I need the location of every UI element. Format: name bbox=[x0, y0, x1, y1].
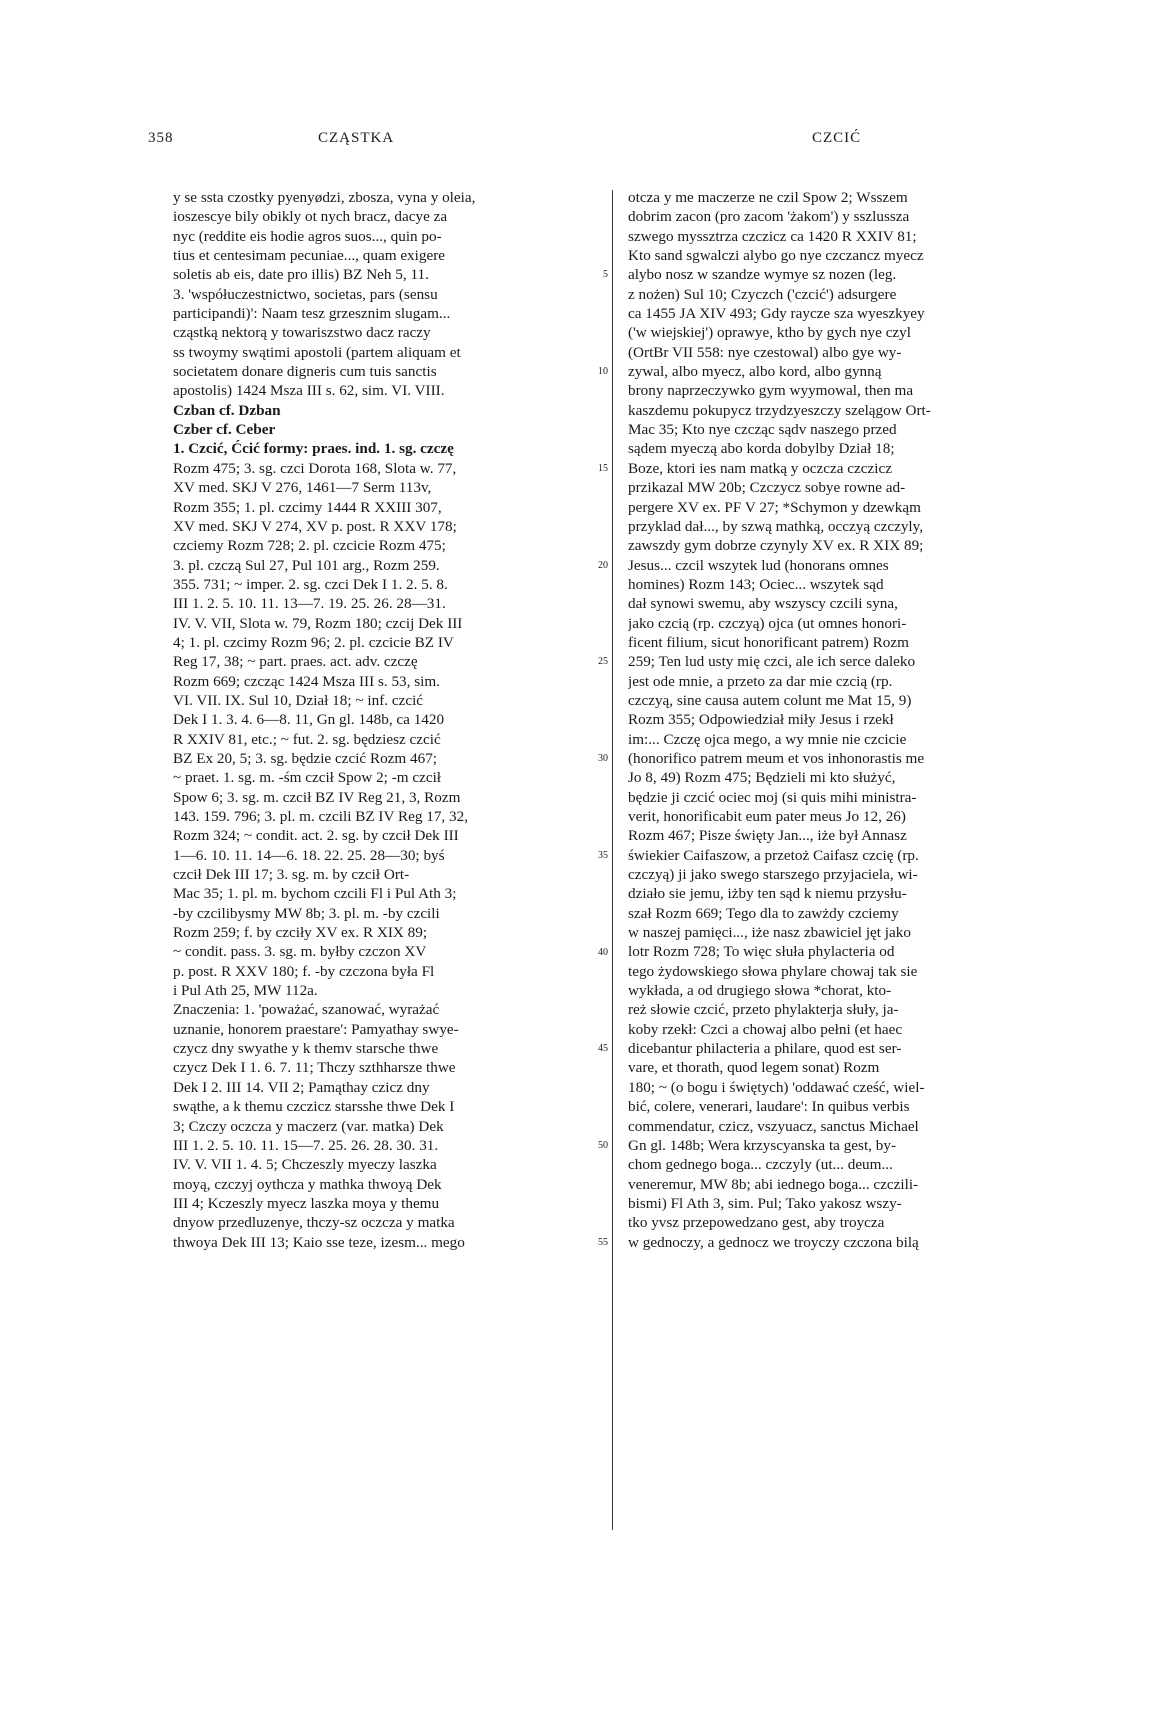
text-line: czczyą) ji jako swego starszego przyjaciela, wi- bbox=[628, 866, 918, 884]
text-line: 1. Czcić, Ćcić formy: praes. ind. 1. sg. czczę bbox=[173, 440, 454, 458]
margin-line-number: 25 bbox=[598, 656, 608, 668]
text-line: otcza y me maczerze ne czil Spow 2; Wsszem bbox=[628, 189, 908, 206]
text-line: Mac 35; 1. pl. m. bychom czcili Fl i Pul Ath 3; bbox=[173, 885, 457, 903]
text-line: R XXIV 81, etc.; ~ fut. 2. sg. będziesz czcić bbox=[173, 730, 441, 748]
text-line: im:... Czczę ojca mego, a wy mnie nie czcicie bbox=[628, 730, 907, 748]
text-line: szał Rozm 669; Tego dla to zawżdy czciemy bbox=[628, 904, 899, 922]
text-line: chom gednego boga... czczyly (ut... deum... bbox=[628, 1156, 893, 1174]
margin-line-number: 10 bbox=[598, 366, 608, 378]
text-line: świekier Caifaszow, a przetoż Caifasz czcię (rp. bbox=[628, 846, 919, 864]
page-number: 358 bbox=[148, 130, 174, 146]
text-line: czczyą, sine causa autem colunt me Mat 15, 9) bbox=[628, 691, 912, 709]
text-line: IV. V. VII 1. 4. 5; Chczeszly myeczy laszka bbox=[173, 1156, 437, 1174]
text-line: działo sie jemu, iżby ten sąd k niemu przysłu- bbox=[628, 885, 907, 903]
margin-line-number: 45 bbox=[598, 1043, 608, 1055]
text-line: alybo nosz w szandze wymye sz nozen (leg. bbox=[628, 266, 897, 284]
margin-line-number: 40 bbox=[598, 946, 608, 958]
text-line: Znaczenia: 1. 'poważać, szanować, wyrażać bbox=[173, 1001, 440, 1019]
text-line: i Pul Ath 25, MW 112a. bbox=[173, 982, 318, 1000]
text-line: dnyow przedluzenye, thczy-sz oczcza y matka bbox=[173, 1214, 455, 1232]
text-line: homines) Rozm 143; Ociec... wszytek sąd bbox=[628, 575, 884, 593]
text-line: VI. VII. IX. Sul 10, Dział 18; ~ inf. czcić bbox=[173, 691, 424, 709]
text-line: y se ssta czostky pyenyødzi, zbosza, vyna y oleia, bbox=[173, 189, 476, 206]
text-line: zawszdy gym dobrze czynyly XV ex. R XIX 89; bbox=[628, 537, 924, 555]
text-line: III 4; Kczeszly myecz laszka moya y themu bbox=[173, 1194, 440, 1212]
text-line: III 1. 2. 5. 10. 11. 13—7. 19. 25. 26. 28—31. bbox=[173, 595, 446, 613]
text-line: verit, honorificabit eum pater meus Jo 12, 26) bbox=[628, 808, 906, 825]
text-line: tego żydowskiego słowa phylare chowaj tak sie bbox=[628, 962, 918, 980]
text-line: uznanie, honorem praestare': Pamyathay swye- bbox=[173, 1020, 459, 1038]
text-line: ss twoymy swątimi apostoli (partem aliquam et bbox=[173, 343, 461, 361]
text-line: wykłada, a od drugiego słowa *chorat, kto- bbox=[628, 982, 892, 1000]
text-line: ~ condit. pass. 3. sg. m. byłby czczon XV bbox=[173, 943, 427, 961]
text-line: jest ode mnie, a przeto za dar mie czcią (rp. bbox=[628, 672, 893, 690]
text-line: III 1. 2. 5. 10. 11. 15—7. 25. 26. 28. 30. 31. bbox=[173, 1136, 439, 1154]
left-column bbox=[173, 188, 588, 1252]
margin-line-number: 30 bbox=[598, 753, 608, 765]
text-line: tko yvsz przepowedzano gest, aby troycza bbox=[628, 1214, 885, 1232]
text-line: Kto sand sgwalczi alybo go nye czczancz myecz bbox=[628, 247, 924, 265]
text-line: pergere XV ex. PF V 27; *Schymon y dzewkąm bbox=[628, 498, 921, 516]
text-line: brony naprzeczywko gym wyymowal, then ma bbox=[628, 382, 914, 400]
text-line: przikazal MW 20b; Czczycz sobye rowne ad- bbox=[628, 479, 906, 497]
text-line: veneremur, MW 8b; abi iednego boga... czczili- bbox=[628, 1175, 919, 1193]
text-line: czciemy Rozm 728; 2. pl. czcicie Rozm 475; bbox=[173, 537, 446, 555]
text-line: p. post. R XXV 180; f. -by czczona była Fl bbox=[173, 962, 435, 980]
text-line: Gn gl. 148b; Wera krzyscyanska ta gest, by- bbox=[628, 1136, 897, 1154]
text-line: ficent filium, sicut honorificant patrem) Rozm bbox=[628, 633, 909, 651]
text-line: z nożen) Sul 10; Czyczch ('czcić') adsurgere bbox=[628, 285, 897, 303]
text-line: IV. V. VII, Slota w. 79, Rozm 180; czcij Dek III bbox=[173, 614, 463, 632]
text-line: szwego myssztrza czczicz ca 1420 R XXIV 81; bbox=[628, 227, 917, 245]
right-column bbox=[628, 188, 1046, 1252]
text-line: Jesus... czcil wszytek lud (honorans omnes bbox=[628, 556, 889, 574]
text-line: swąthe, a k themu czczicz starsshe thwe Dek I bbox=[173, 1098, 455, 1116]
text-line: dobrim zacon (pro zacom 'żakom') y sszlussza bbox=[628, 208, 910, 226]
text-line: w naszej pamięci..., iże nasz zbawiciel jęt jako bbox=[628, 924, 911, 942]
text-line: przyklad dał..., by szwą mathką, occzyą czczyly, bbox=[628, 517, 924, 535]
text-line: reż słowie czcić, przeto phylakterja słuły, ja- bbox=[628, 1001, 899, 1019]
text-line: apostolis) 1424 Msza III s. 62, sim. VI. VIII. bbox=[173, 382, 445, 400]
text-line: czycz Dek I 1. 6. 7. 11; Thczy szthharsze thwe bbox=[173, 1059, 456, 1077]
text-line: Dek I 1. 3. 4. 6—8. 11, Gn gl. 148b, ca 1420 bbox=[173, 711, 445, 729]
text-line: dicebantur philacteria a philare, quod est ser- bbox=[628, 1040, 902, 1058]
text-line: 3. 'współuczestnictwo, societas, pars (sensu bbox=[173, 285, 438, 303]
text-line: vare, et thorath, quod legem sonat) Rozm bbox=[628, 1059, 880, 1077]
text-line: Mac 35; Kto nye czcząc sądv naszego przed bbox=[628, 421, 897, 439]
text-line: Dek I 2. III 14. VII 2; Pamąthay czicz dny bbox=[173, 1078, 430, 1096]
text-line: ioszescye bily obikly ot nych bracz, dacye za bbox=[173, 208, 448, 226]
text-line: koby rzekł: Czci a chowaj albo pełni (et haec bbox=[628, 1020, 903, 1038]
text-line: 1—6. 10. 11. 14—6. 18. 22. 25. 28—30; byś bbox=[173, 846, 445, 864]
text-line: 3. pl. czczą Sul 27, Pul 101 arg., Rozm 259. bbox=[173, 556, 440, 574]
text-line: Rozm 669; czcząc 1424 Msza III s. 53, sim. bbox=[173, 672, 440, 690]
running-head-right: CZCIĆ bbox=[812, 130, 862, 146]
text-line: jako czcią (rp. czczyą) ojca (ut omnes honori- bbox=[628, 614, 907, 632]
text-line: Rozm 475; 3. sg. czci Dorota 168, Slota w. 77, bbox=[173, 459, 457, 477]
text-line: ca 1455 JA XIV 493; Gdy raycze sza wyeszkyey bbox=[628, 305, 925, 323]
text-line: Rozm 259; f. by czciły XV ex. R XIX 89; bbox=[173, 924, 428, 942]
text-line: bismi) Fl Ath 3, sim. Pul; Tako yakosz wszy- bbox=[628, 1194, 902, 1212]
text-line: nyc (reddite eis hodie agros suos..., quin po- bbox=[173, 227, 442, 245]
margin-line-number: 50 bbox=[598, 1140, 608, 1152]
text-line: 355. 731; ~ imper. 2. sg. czci Dek I 1. 2. 5. 8. bbox=[173, 575, 448, 593]
text-line: 4; 1. pl. czcimy Rozm 96; 2. pl. czcicie BZ IV bbox=[173, 633, 454, 651]
text-line: (OrtBr VII 558: nye czestowal) albo gye wy- bbox=[628, 343, 902, 361]
text-line: Czban cf. Dzban bbox=[173, 401, 281, 419]
text-line: 3; Czczy oczcza y maczerz (var. matka) Dek bbox=[173, 1117, 444, 1135]
text-line: XV med. SKJ V 276, 1461—7 Serm 113v, bbox=[173, 479, 432, 497]
text-line: (honorifico patrem meum et vos inhonorastis me bbox=[628, 749, 925, 767]
text-line: Spow 6; 3. sg. m. czcił BZ IV Reg 21, 3, Rozm bbox=[173, 788, 461, 806]
column-divider bbox=[612, 190, 613, 1530]
text-line: BZ Ex 20, 5; 3. sg. będzie czcić Rozm 467; bbox=[173, 749, 438, 767]
text-line: societatem donare digneris cum tuis sanctis bbox=[173, 363, 437, 381]
text-line: participandi)': Naam tesz grzesznim slugam... bbox=[173, 305, 451, 323]
text-line: -by czcilibysmy MW 8b; 3. pl. m. -by czcili bbox=[173, 904, 440, 922]
margin-line-number: 55 bbox=[598, 1236, 608, 1248]
margin-line-number: 15 bbox=[598, 462, 608, 474]
text-line: Czber cf. Ceber bbox=[173, 421, 276, 439]
margin-line-number: 20 bbox=[598, 559, 608, 571]
text-line: czcił Dek III 17; 3. sg. m. by czcił Ort- bbox=[173, 866, 410, 884]
text-line: soletis ab eis, date pro illis) BZ Neh 5, 11. bbox=[173, 266, 429, 284]
text-line: thwoya Dek III 13; Kaio sse teze, izesm... mego bbox=[173, 1233, 465, 1251]
text-line: sądem myeczą abo korda dobylby Dział 18; bbox=[628, 440, 895, 458]
text-line: lotr Rozm 728; To więc słuła phylacteria od bbox=[628, 943, 895, 961]
text-line: tius et centesimam pecuniae..., quam exigere bbox=[173, 247, 446, 265]
text-line: ~ praet. 1. sg. m. -śm czcił Spow 2; -m czcił bbox=[173, 769, 442, 787]
text-line: XV med. SKJ V 274, XV p. post. R XXV 178; bbox=[173, 517, 457, 535]
text-line: dał synowi swemu, aby wszyscy czcili syna, bbox=[628, 595, 898, 613]
text-line: czycz dny swyathe y k themv starsche thwe bbox=[173, 1040, 439, 1058]
text-line: 259; Ten lud usty mię czci, ale ich serce daleko bbox=[628, 653, 916, 671]
text-line: Jo 8, 49) Rozm 475; Będzieli mi kto służyć, bbox=[628, 769, 896, 787]
running-head-left: CZĄSTKA bbox=[318, 130, 395, 146]
text-line: kaszdemu pokupycz trzydzyeszczy szelągow Ort- bbox=[628, 401, 931, 419]
text-line: Reg 17, 38; ~ part. praes. act. adv. czczę bbox=[173, 653, 418, 671]
text-line: Rozm 355; Odpowiedział miły Jesus i rzekł bbox=[628, 711, 894, 729]
margin-line-number: 5 bbox=[603, 269, 608, 281]
text-line: Rozm 467; Pisze święty Jan..., iże był Annasz bbox=[628, 827, 907, 845]
text-line: Rozm 355; 1. pl. czcimy 1444 R XXIII 307, bbox=[173, 498, 442, 516]
margin-line-number: 35 bbox=[598, 849, 608, 861]
text-line: Boze, ktori ies nam matką y oczcza czczicz bbox=[628, 459, 892, 477]
text-line: moyą, czczyj oythcza y mathka thwoyą Dek bbox=[173, 1175, 442, 1193]
text-line: Rozm 324; ~ condit. act. 2. sg. by czcił Dek III bbox=[173, 827, 459, 845]
text-line: 180; ~ (o bogu i świętych) 'oddawać cześć, wiel- bbox=[628, 1078, 925, 1096]
text-line: będzie ji czcić ociec moj (si quis mihi ministra- bbox=[628, 788, 917, 806]
text-line: 143. 159. 796; 3. pl. m. czcili BZ IV Reg 17, 32, bbox=[173, 808, 469, 825]
text-line: cząstką nektorą y towariszstwo dacz raczy bbox=[173, 324, 431, 342]
text-line: ('w wiejskiej') oprawye, ktho by gych nye czyl bbox=[628, 324, 911, 342]
text-line: bić, colere, venerari, laudare': In quibus verbis bbox=[628, 1098, 910, 1116]
text-line: zywal, albo myecz, albo kord, albo gynną bbox=[628, 363, 882, 381]
text-line: commendatur, czicz, vszyuacz, sanctus Michael bbox=[628, 1117, 919, 1135]
text-line: w gednoczy, a gednocz we troyczy czczona bilą bbox=[628, 1233, 919, 1251]
